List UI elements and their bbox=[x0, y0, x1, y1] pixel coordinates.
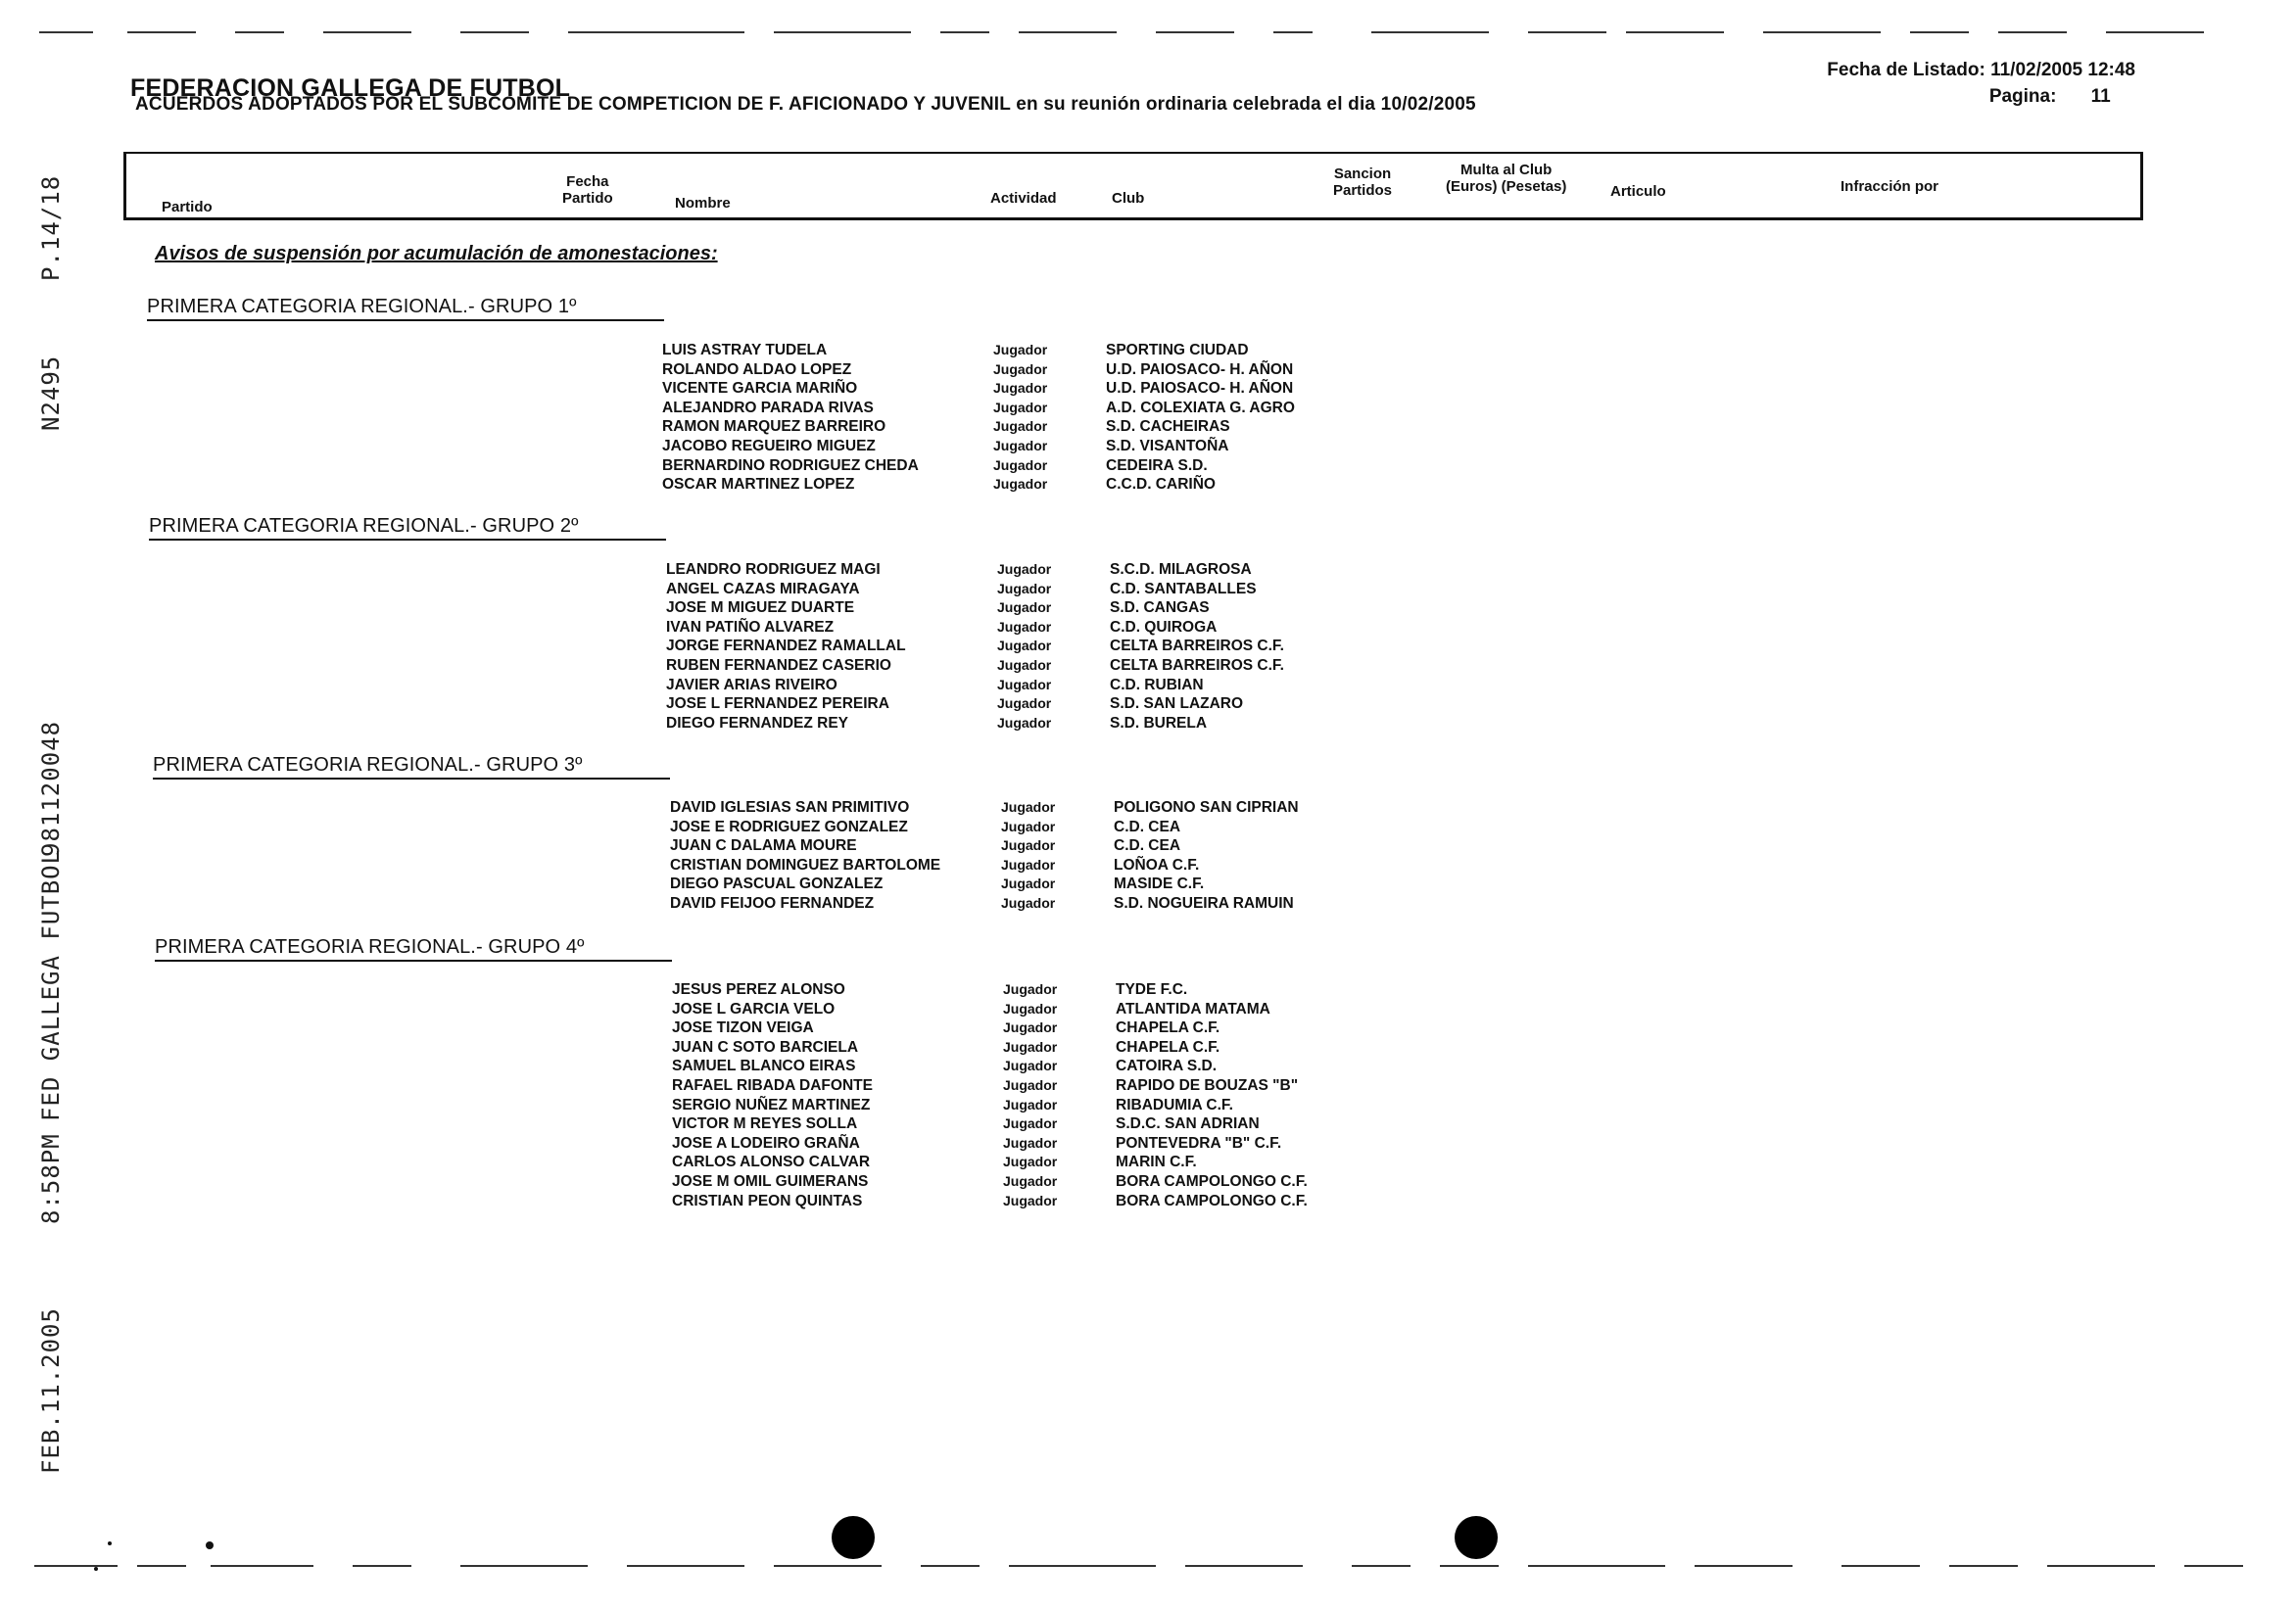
group-title: PRIMERA CATEGORIA REGIONAL.- GRUPO 1º bbox=[147, 296, 664, 321]
organization-name: FEDERACION GALLEGA DE FUTBOL bbox=[130, 74, 571, 102]
col-multa bbox=[1446, 162, 1566, 195]
fax-transmission-header bbox=[37, 171, 65, 1484]
page-label: Pagina: bbox=[1988, 86, 2057, 107]
scan-edge-top bbox=[0, 29, 2296, 35]
fax-time: 8:58PM bbox=[37, 1133, 65, 1224]
col-actividad: Actividad bbox=[990, 190, 1057, 207]
col-fecha-line1: Fecha bbox=[566, 173, 609, 190]
document-subtitle bbox=[135, 94, 1476, 116]
fax-sender: FED GALLEGA FUTBOL bbox=[37, 848, 65, 1121]
section-notice: Avisos de suspensión por acumulación de amonestaciones: bbox=[155, 243, 718, 264]
column-header-box bbox=[123, 152, 2143, 220]
col-multa-line2: (Euros) (Pesetas) bbox=[1446, 178, 1567, 195]
col-sancion-partidos bbox=[1333, 166, 1392, 199]
listing-meta bbox=[1827, 57, 2135, 110]
col-sancion-line2: Partidos bbox=[1333, 182, 1393, 199]
col-partido: Partido bbox=[162, 199, 213, 215]
col-infraccion: Infracción por bbox=[1841, 178, 1939, 195]
scan-speck bbox=[94, 1567, 98, 1571]
punch-hole-right bbox=[1455, 1516, 1498, 1559]
col-nombre: Nombre bbox=[675, 195, 731, 212]
scan-edge-bottom bbox=[0, 1563, 2296, 1569]
fax-date: FEB.11.2005 bbox=[37, 1307, 65, 1474]
listing-date bbox=[1827, 57, 2135, 83]
col-club: Club bbox=[1112, 190, 1145, 207]
page-number bbox=[1827, 83, 2135, 110]
group-1 bbox=[147, 296, 664, 321]
fax-number: N2495 bbox=[37, 355, 65, 431]
group-title: PRIMERA CATEGORIA REGIONAL.- GRUPO 4º bbox=[155, 936, 672, 962]
group-3 bbox=[153, 754, 670, 780]
listing-date-label: Fecha de Listado: bbox=[1827, 60, 1985, 80]
col-fecha-partido bbox=[562, 173, 613, 207]
scan-speck bbox=[108, 1541, 112, 1545]
col-sancion-line1: Sancion bbox=[1333, 166, 1392, 182]
subtitle-main: ACUERDOS ADOPTADOS POR EL SUBCOMITE DE COMPETICION DE F. AFICIONADO Y JUVENIL bbox=[135, 94, 1011, 115]
fax-phone: 981120048 bbox=[37, 720, 65, 857]
page-value: 11 bbox=[2090, 86, 2111, 107]
group-title: PRIMERA CATEGORIA REGIONAL.- GRUPO 3º bbox=[153, 754, 670, 780]
listing-date-value: 11/02/2005 12:48 bbox=[1990, 60, 2135, 80]
subtitle-meeting: en su reunión ordinaria celebrada el dia 10/02/2005 bbox=[1016, 94, 1476, 115]
group-2 bbox=[149, 515, 666, 541]
scan-speck bbox=[206, 1541, 214, 1549]
col-fecha-line2: Partido bbox=[562, 190, 613, 207]
col-articulo: Articulo bbox=[1610, 183, 1666, 200]
group-title: PRIMERA CATEGORIA REGIONAL.- GRUPO 2º bbox=[149, 515, 666, 541]
group-4 bbox=[155, 936, 672, 962]
col-multa-line1: Multa al Club bbox=[1460, 162, 1553, 178]
punch-hole-left bbox=[832, 1516, 875, 1559]
fax-page: P.14/18 bbox=[37, 174, 65, 281]
